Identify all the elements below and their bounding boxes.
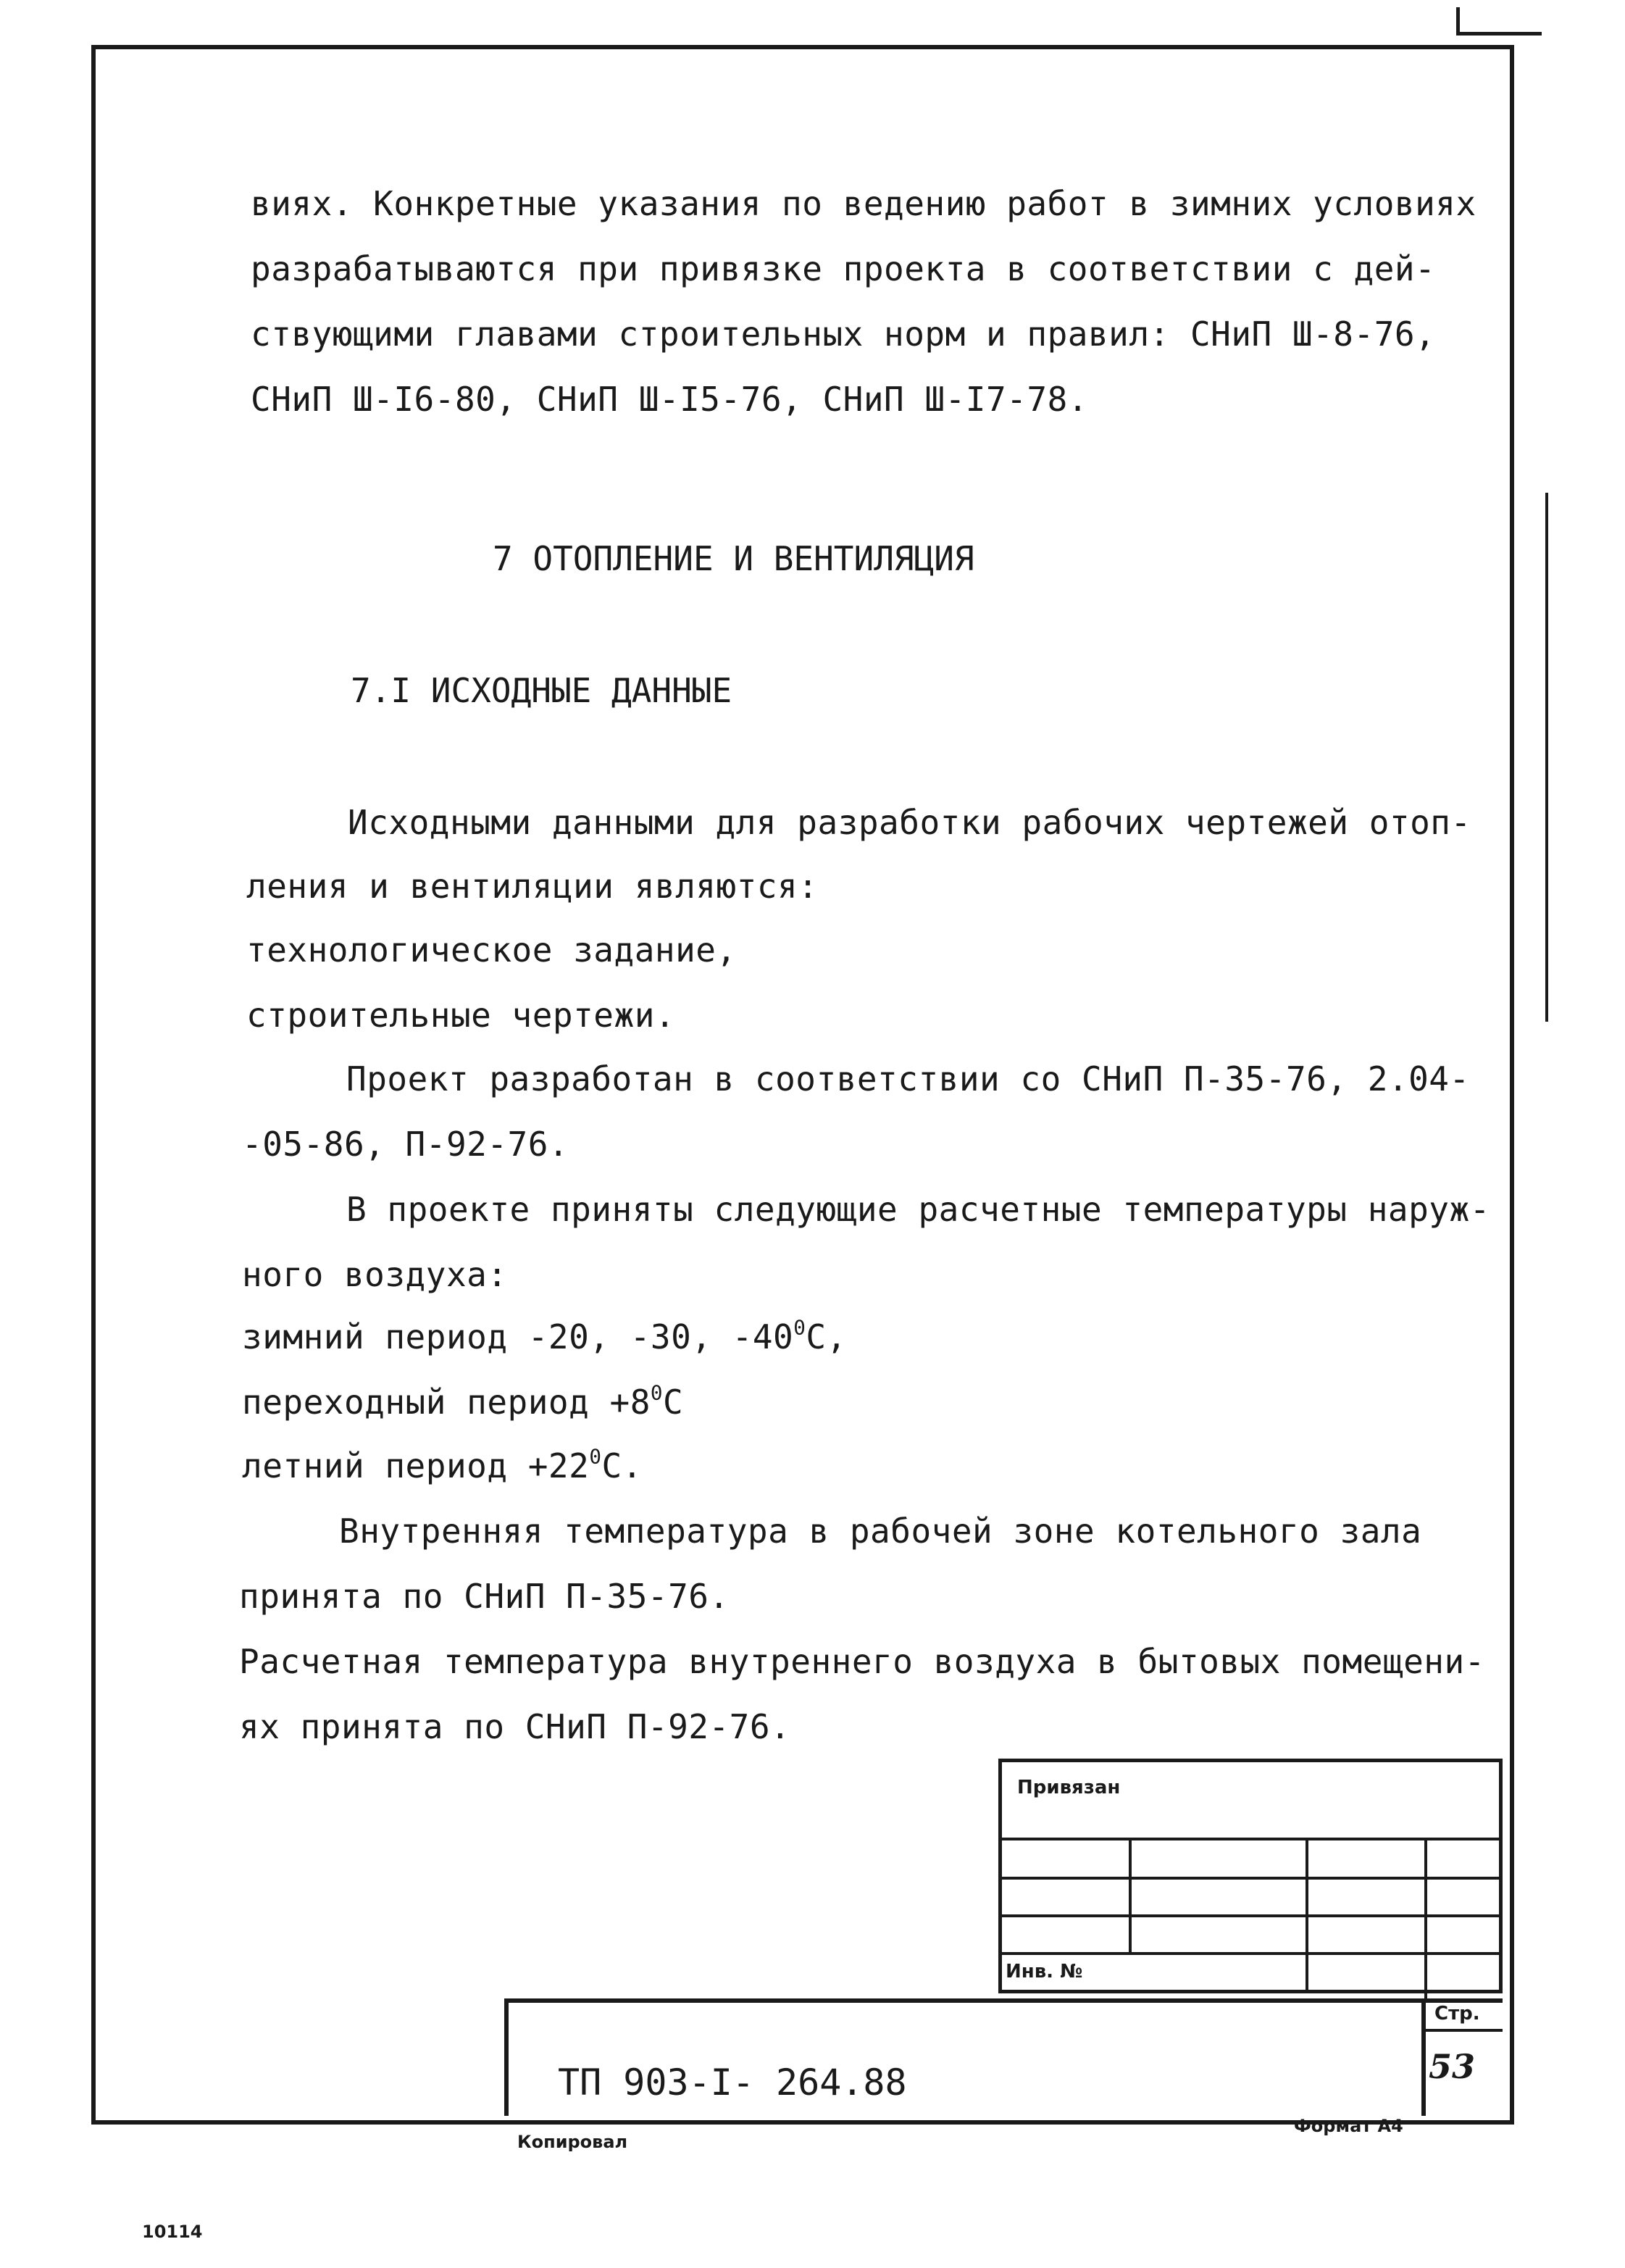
body-line: -05-86, П-92-76. xyxy=(242,1125,569,1164)
format-label: Формат А4 xyxy=(1294,2116,1403,2136)
stamp-divider xyxy=(1424,1838,1427,1998)
body-line: СНиП Ш-I6-80, СНиП Ш-I5-76, СНиП Ш-I7-78. xyxy=(251,380,1088,419)
stamp-divider xyxy=(1421,1998,1426,2116)
body-line: ления и вентиляции являются: xyxy=(246,867,819,906)
winter-text: зимний период -20, -30, -40 xyxy=(242,1317,794,1356)
copied-by-label: Копировал xyxy=(517,2132,628,2152)
degree-mark: 0 xyxy=(650,1380,664,1405)
stamp-divider xyxy=(1129,1838,1132,1954)
summer-temperature xyxy=(242,1444,643,1485)
frame-tick xyxy=(1456,7,1460,33)
winter-temperature xyxy=(242,1315,847,1356)
subsection-title: 7.I ИСХОДНЫЕ ДАННЫЕ xyxy=(351,671,732,710)
stamp-rule xyxy=(1421,2029,1503,2032)
archive-number: 10114 xyxy=(142,2222,203,2242)
body-line: Проект разработан в соответствии со СНиП П-35-76, 2.04- xyxy=(346,1059,1470,1098)
frame-top-extension xyxy=(1456,32,1542,36)
bound-label: Привязан xyxy=(1017,1777,1121,1798)
body-line: ного воздуха: xyxy=(242,1255,508,1294)
body-line: Расчетная температура внутреннего воздуха в бытовых помещени- xyxy=(239,1642,1485,1681)
page-number: 53 xyxy=(1429,2047,1476,2086)
inventory-label: Инв. № xyxy=(1006,1961,1083,1983)
margin-mark xyxy=(1545,493,1548,1022)
body-line: разрабатываются при привязке проекта в соответствии с дей- xyxy=(251,249,1436,288)
document-code: ТП 903-I- 264.88 xyxy=(558,2061,907,2104)
body-line: принята по СНиП П-35-76. xyxy=(239,1577,730,1616)
body-line: Внутренняя температура в рабочей зоне котельного зала xyxy=(339,1512,1422,1551)
transition-temperature xyxy=(242,1380,684,1422)
transition-unit: C xyxy=(663,1383,684,1422)
summer-unit: C. xyxy=(601,1446,643,1485)
body-line: виях. Конкретные указания по ведению работ в зимних условиях xyxy=(251,184,1476,223)
winter-unit: C, xyxy=(806,1317,847,1356)
section-title: 7 ОТОПЛЕНИЕ И ВЕНТИЛЯЦИЯ xyxy=(493,539,974,578)
body-line: ствующими главами строительных норм и правил: СНиП Ш-8-76, xyxy=(251,314,1436,354)
summer-text: летний период +22 xyxy=(242,1446,590,1485)
transition-text: переходный период +8 xyxy=(242,1383,651,1422)
degree-mark: 0 xyxy=(793,1315,806,1340)
body-line: Исходными данными для разработки рабочих чертежей отоп- xyxy=(348,803,1471,842)
stamp-divider xyxy=(1306,1838,1308,1993)
body-line: В проекте приняты следующие расчетные температуры наруж- xyxy=(346,1190,1490,1229)
page-label: Стр. xyxy=(1434,2003,1480,2025)
body-line: ях принята по СНиП П-92-76. xyxy=(239,1707,791,1746)
degree-mark: 0 xyxy=(589,1444,602,1469)
body-line: технологическое задание, xyxy=(246,930,737,970)
body-line: строительные чертежи. xyxy=(246,996,676,1035)
